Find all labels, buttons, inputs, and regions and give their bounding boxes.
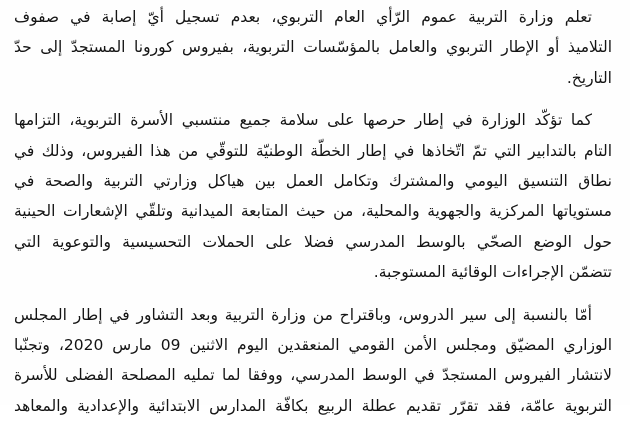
paragraph-no-infections [14,2,612,93]
text-line: كما تؤكّد الوزارة في إطار حرصها على سلامة جميع منتسبي الأسرة التربوية، التزامها [14,111,592,130]
text-line: مستوياتها المركزية والجهوية والمحلية، من حيث المتابعة الميدانية وتلقّي الإشعارات الحينية [14,202,612,221]
text-line: التام بالتدابير التي تمّ اتّخاذها في إطار الخطّة الوطنيّة للتوقّي من هذا الفيروس، وذلك في [14,141,612,160]
text-line: التاريخ. [566,68,612,87]
text-line: تعلم وزارة التربية عموم الرّأي العام التربوي، بعدم تسجيل أيّ إصابة في صفوف [14,8,592,26]
text-line: نطاق التنسيق اليومي والمشترك وتكامل العمل بين هياكل وزارتي التربية والصحة في [14,172,612,191]
document-body [14,2,612,433]
text-line: التربوية عامّة، فقد تقرّر تقديم عطلة الربيع بكافّة المدارس الابتدائية والإعدادية والمعاهد [14,396,612,415]
text-line: الوزاري المضيّق ومجلس الأمن القومي المنعقدين اليوم الاثنين 09 مارس 2020، وتجنّبا [14,336,612,355]
text-line: تتضمّن الإجراءات الوقائية المستوجبة. [373,263,612,282]
text-line: أمّا بالنسبة إلى سير الدروس، وباقتراح من وزارة التربية وبعد التشاور في إطار المجلس [14,305,592,324]
text-line: لانتشار الفيروس المستجدّ في الوسط المدرسي، ووفقا لما تمليه المصلحة الفضلى للأسرة [14,366,612,385]
text-line: التلاميذ أو الإطار التربوي والعامل بالمؤسّسات التربوية، بفيروس كورونا المستجدّ إلى حدّ [14,38,612,57]
paragraph-spring-break [14,300,612,422]
paragraph-preventive-measures [14,105,612,287]
text-line: حول الوضع الصحّي بالوسط المدرسي فضلا على الحملات التحسيسية والتوعوية التي [14,232,612,251]
